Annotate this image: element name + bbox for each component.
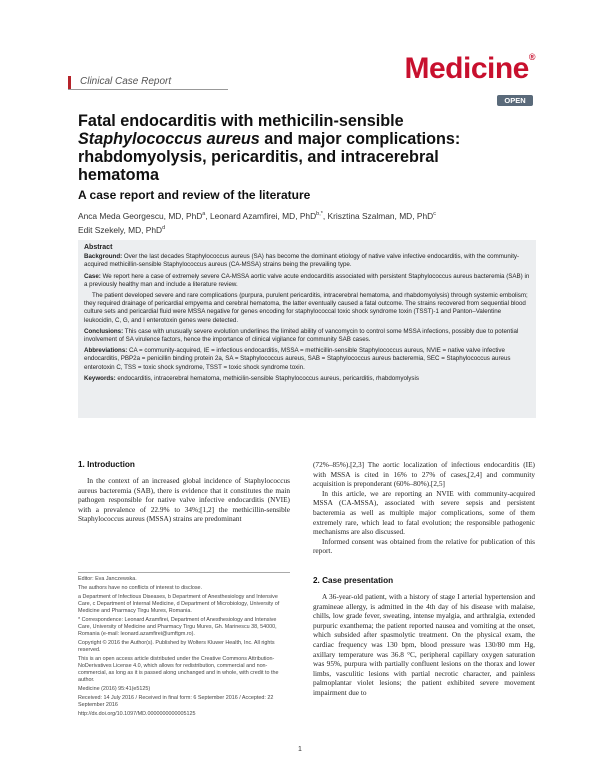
background-label: Background: xyxy=(84,253,123,261)
conclusions-label: Conclusions: xyxy=(84,327,124,335)
authors-line-1 xyxy=(78,208,538,222)
author-list xyxy=(78,208,538,236)
title-organism: Staphylococcus aureus xyxy=(78,130,260,148)
keywords-label: Keywords: xyxy=(84,374,116,382)
case-heading: 2. Case presentation xyxy=(313,576,394,585)
author-2: , Leonard Azamfirei, MD, PhD xyxy=(205,210,317,221)
right-column-top xyxy=(313,460,535,556)
conclusions-text: This case with unusually severe evolution underlines the limited ability of vancomycin to control some MSSA infections, possibly due to potential involvement of SA virulence factors, hence the importance of clinical vigilance for community SAB cases. xyxy=(84,327,519,344)
author-4: Edit Szekely, MD, PhD xyxy=(78,224,163,235)
journal-name: Medicine xyxy=(404,52,529,85)
title-line-2 xyxy=(78,130,538,148)
article-title xyxy=(78,112,538,184)
author-1-affil: a xyxy=(202,211,206,217)
case-label: Case: xyxy=(84,272,101,280)
author-4-affil: d xyxy=(162,224,166,231)
title-line-1: Fatal endocarditis with methicilin-sensible xyxy=(78,112,404,130)
footnote-dates: Received: 14 July 2016 / Received in final form: 6 September 2016 / Accepted: 22 September 2016 xyxy=(78,695,274,708)
footnote-affiliations: a Department of Infectious Diseases, b Department of Anesthesiology and Intensive Care, c Department of Internal Medicine, d Department of Microbiology, University of Medicine and Pharmacy Tirgu Mures, Romania. xyxy=(78,594,280,614)
case-paragraph-1: A 36-year-old patient, with a history of stage I arterial hypertension and gramineae allergy, is admitted in the 4th day of his disease with malaise, chills, low grade fever, sweating, intense myalgia, and arthralgia, extended purpuric exanthema; the patient reported nausea and vomiting at the onset, which subsided after spasmolytic treatment. On the physical exam, the cardiac frequency was 130 bpm, blood pressure was 130/80 mm Hg, axillary temperature was 36.8 °C, peripheral capillary oxygen saturation was 95%, purpura with partially confluent lesions on the thorax and lower limbs, vasculitic lesions with partial necrotic character, and painless palmoplantar violet lesions; the patient exhibited severe movement impairment due to xyxy=(313,592,535,697)
title-line-2-rest: and major complications: xyxy=(259,130,461,148)
open-access-badge: OPEN xyxy=(497,95,533,106)
page-number: 1 xyxy=(298,746,302,753)
footnote-doi[interactable]: http://dx.doi.org/10.1097/MD.0000000000005125 xyxy=(78,711,196,717)
footnote-citation: Medicine (2016) 95:41(e5125) xyxy=(78,686,151,692)
abstract-background xyxy=(84,253,530,269)
right-paragraph-2: In this article, we are reporting an NVIE with community-acquired MSSA (CA-MSSA), associated with severe sepsis and persistent bacteremia as well as multiple major complications, some of them extremely rare, which lead to fatal evolution; the responsible pathogenic mechanisms are also discussed. xyxy=(313,488,535,537)
case-text: We report here a case of extremely severe CA-MSSA aortic valve acute endocarditis associated with persistent Staphylococcus aureus bacteremia (SAB) in a previously healthy man and include a literature review. xyxy=(84,272,530,288)
right-paragraph-3: Informed consent was obtained from the relative for publication of this report. xyxy=(313,536,535,556)
journal-reg-mark: ® xyxy=(528,52,535,62)
abstract-keywords xyxy=(84,375,530,383)
intro-heading: 1. Introduction xyxy=(78,460,135,469)
author-3-affil: c xyxy=(433,211,436,217)
footnote-license: This is an open access article distributed under the Creative Commons Attribution-NoDerivatives License 4.0, which allows for redistribution, commercial and non-commercial, as long as it is passed along unchanged and in whole, with credit to the author. xyxy=(78,656,279,683)
abstract-heading: Abstract xyxy=(84,244,113,251)
intro-paragraph-1: In the context of an increased global incidence of Staphylococcus aureus bacteremia (SAB), there is evidence that it constitutes the main pathogen responsible for native valve infective endocarditis (NVIE) with a prevalence of 22.9% to 34%;[1,2] the methicillin-sensible Staphylococcus aureus (MSSA) strains are predominant xyxy=(78,476,290,524)
abstract-case xyxy=(84,273,530,289)
intro-body xyxy=(78,476,290,524)
footnote-copyright: Copyright © 2016 the Author(s). Published by Wolters Kluwer Health, Inc. All rights reserved. xyxy=(78,640,275,653)
right-paragraph-1: (72%–85%).[2,3] The aortic localization of infectious endocarditis (IE) with MSSA is cited in 16% to 27% of cases,[2,4] and community acquisition is preponderant (60%–80%).[2,5] xyxy=(313,460,535,489)
authors-line-2 xyxy=(78,222,538,236)
abbrev-text: CA = community-acquired, IE = infectious endocarditis, MSSA = methicillin-sensible Staphylococcus aureus, NVIE = native valve infective endocarditis, PBP2a = penicillin binding protein 2a, SA = Staphylococcus aureus, SAB = Staphylococcus aureus bacteremia, SEC = Staphylococcus aureus enterotoxin C, TSS = toxic shock syndrome, TSST = toxic shock syndrome toxin. xyxy=(84,347,511,371)
author-2-affil: b,* xyxy=(316,211,323,217)
section-tag: Clinical Case Report xyxy=(68,76,228,90)
title-line-4: hematoma xyxy=(78,166,159,184)
abstract-box xyxy=(78,240,536,418)
footnote-correspondence: * Correspondence: Leonard Azamfirei, Department of Anesthesiology and Intensive Care, University of Medicine and Pharmacy Tirgu Mures, Gh. Marinescu 38, 54000, Romania (e-mail: leonard.azamfirei@umftgm.ro). xyxy=(78,617,277,637)
case-body xyxy=(313,592,535,698)
footnotes xyxy=(78,572,290,720)
keywords-text: endocarditis, intracerebral hematoma, methicilin-sensible Staphylococcus aureus, pericarditis, rhabdomyolysis xyxy=(115,374,419,382)
abstract-conclusions xyxy=(84,328,530,344)
abbrev-label: Abbreviations: xyxy=(84,347,128,355)
title-line-3: rhabdomyolysis, pericarditis, and intracerebral xyxy=(78,148,439,166)
article-subtitle: A case report and review of the literature xyxy=(78,188,311,202)
author-3: , Krisztina Szalman, MD, PhD xyxy=(322,210,434,221)
footnote-conflict: The authors have no conflicts of interest to disclose. xyxy=(78,585,203,591)
footnote-editor: Editor: Eva Janczewska. xyxy=(78,576,137,582)
background-text: Over the last decades Staphylococcus aureus (SA) has become the dominant etiology of native valve infective endocarditis, with the community-acquired methicillin-sensible Staphylococcus aureus (CA-MSSA) strains being the prevailing type. xyxy=(84,253,520,269)
author-1: Anca Meda Georgescu, MD, PhD xyxy=(78,210,203,221)
abstract-abbreviations xyxy=(84,347,530,372)
abstract-case-2: The patient developed severe and rare complications (purpura, purulent pericarditis, intracerebral hematoma, and rhabdomyolysis) through systemic embolism; they required drainage of pericardial empyema and cerebral hematoma, the latter eventually caused a fatal outcome. The strains recovered from sequential blood culture sets and pericardial fluid were MSSA negative for genes encoding for staphylococcal toxic shock syndrome toxin (TSST)-1 and Panton–Valentine leukocidin, C, G, and I enterotoxin genes were detected. xyxy=(84,292,528,324)
journal-logo xyxy=(400,52,535,86)
